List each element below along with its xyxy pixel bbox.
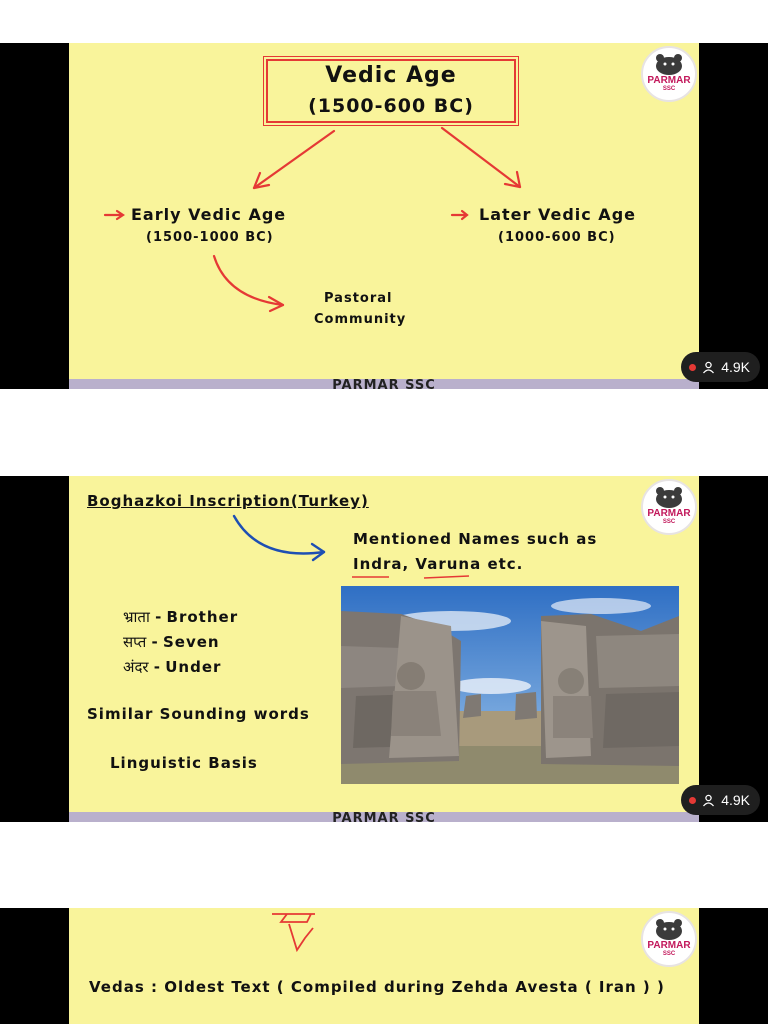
logo-sub: SSC [662,86,676,92]
arrow-to-early [254,131,334,188]
word-row: भ्राता - Brother [123,608,239,626]
english-word: Seven [162,633,220,651]
mention-line-1: Mentioned Names such as [353,530,598,548]
person-icon [702,361,715,374]
parmar-logo [641,479,697,535]
logo-name: PARMAR [647,508,691,519]
word-row: अंदर - Under [123,658,222,676]
community-label: Community [314,312,407,327]
video-frame-3[interactable] [0,908,768,1024]
hindi-word: अंदर [123,658,149,676]
red-scribble [267,908,327,954]
slide-vedic-age [69,43,699,389]
hindi-word: सप्त [123,633,147,651]
parmar-logo [641,911,697,967]
slide-title: Vedic Age [325,63,457,88]
later-vedic-dates: (1000-600 BC) [498,230,616,245]
hindi-word: भ्राता [123,608,150,626]
logo-sub: SSC [662,951,676,957]
parmar-logo [641,46,697,102]
slide-subtitle: (1500-600 BC) [308,95,474,117]
logo-name: PARMAR [647,940,691,951]
bear-icon [653,917,685,941]
bear-icon [653,485,685,509]
logo-sub: SSC [662,519,676,525]
word-row: सप्त - Seven [123,633,220,651]
video-frame-2[interactable] [0,476,768,822]
footer-text: PARMAR SSC [332,811,436,822]
person-icon [702,794,715,807]
arrow-to-pastoral [214,256,283,305]
slide-boghazkoi [69,476,699,822]
viewer-count: 4.9K [721,359,750,375]
similar-sounding: Similar Sounding words [87,705,310,723]
slide-vedas [69,908,699,1024]
english-word: Under [165,658,222,676]
pastoral-label: Pastoral [324,291,393,306]
viewer-count-badge[interactable] [681,352,760,382]
footer-text: PARMAR SSC [332,378,436,389]
arrow-to-later [442,128,520,187]
linguistic-basis: Linguistic Basis [110,754,258,772]
varuna-underline [424,576,469,578]
bullet-arrow-right [452,211,467,219]
vedas-line: Vedas : Oldest Text ( Compiled during Zehda Avesta ( Iran ) ) [89,978,665,996]
viewer-count-badge[interactable] [681,785,760,815]
video-frame-1[interactable] [0,43,768,389]
logo-name: PARMAR [647,75,691,86]
live-dot [689,797,696,804]
early-vedic-dates: (1500-1000 BC) [146,230,274,245]
later-vedic-heading: Later Vedic Age [479,205,636,224]
bullet-arrow-left [105,211,123,219]
live-dot [689,364,696,371]
lion-gate-photo [341,586,679,784]
bear-icon [653,52,685,76]
mention-line-2: Indra, Varuna etc. [353,555,524,573]
viewer-count: 4.9K [721,792,750,808]
word-list [123,607,238,682]
boghazkoi-heading: Boghazkoi Inscription(Turkey) [87,492,369,510]
english-word: Brother [166,608,239,626]
early-vedic-heading: Early Vedic Age [131,205,287,224]
